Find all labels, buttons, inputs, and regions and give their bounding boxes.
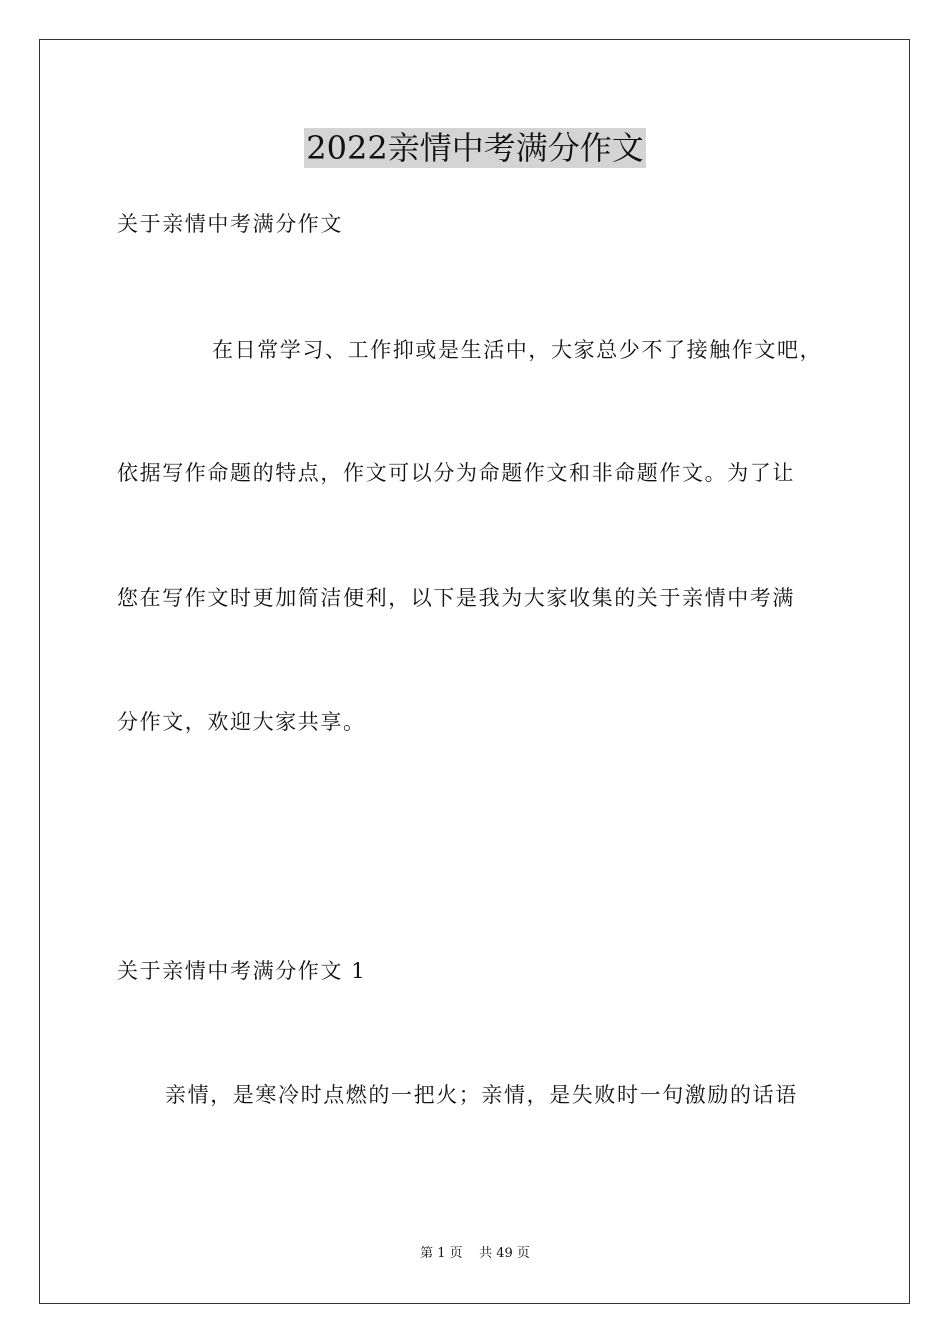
document-subtitle: 关于亲情中考满分作文 <box>117 212 343 236</box>
page-number-footer: 第 1 页 共 49 页 <box>420 1246 530 1261</box>
intro-line-4: 分作文，欢迎大家共享。 <box>117 710 366 734</box>
intro-line-1: 在日常学习、工作抑或是生活中，大家总少不了接触作文吧， <box>212 338 823 362</box>
intro-line-2: 依据写作命题的特点，作文可以分为命题作文和非命题作文。为了让 <box>117 461 795 485</box>
intro-line-3: 您在写作文时更加简洁便利，以下是我为大家收集的关于亲情中考满 <box>117 586 795 610</box>
section-heading: 关于亲情中考满分作文 1 <box>117 959 367 983</box>
section-paragraph-line: 亲情，是寒冷时点燃的一把火；亲情，是失败时一句激励的话语 <box>165 1083 798 1107</box>
document-title: 2022亲情中考满分作文 <box>306 129 644 167</box>
title-container <box>0 128 950 168</box>
